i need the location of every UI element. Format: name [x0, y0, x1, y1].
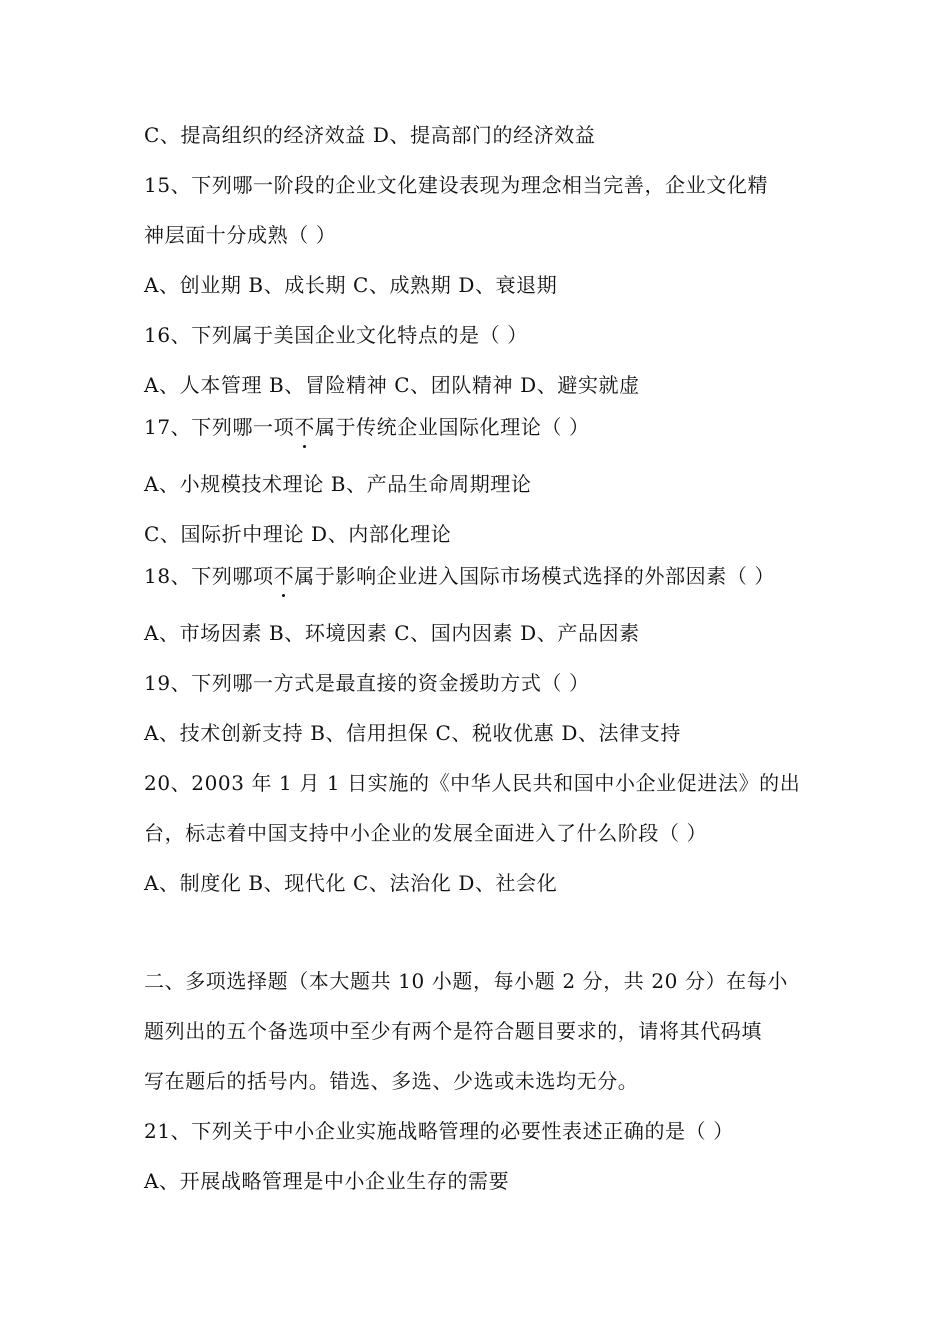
question-17: 17、下列哪一项不属于传统企业国际化理论（ ）	[144, 415, 590, 439]
question-15-line-1: 15、下列哪一阶段的企业文化建设表现为理念相当完善，企业文化精	[144, 173, 769, 197]
options-q18: A、市场因素 B、环境因素 C、国内因素 D、产品因素	[144, 621, 640, 645]
section-heading-line-3: 写在题后的括号内。错选、多选、少选或未选均无分。	[144, 1069, 639, 1093]
options-q17-ab: A、小规模技术理论 B、产品生命周期理论	[144, 472, 532, 496]
section-heading-line-2: 题列出的五个备选项中至少有两个是符合题目要求的，请将其代码填	[144, 1019, 762, 1043]
emphasis-dot-char: 不	[273, 564, 295, 588]
question-16: 16、下列属于美国企业文化特点的是（ ）	[144, 323, 528, 347]
question-15-line-2: 神层面十分成熟（ ）	[144, 223, 337, 247]
question-20-line-1: 20、2003 年 1 月 1 日实施的《中华人民共和国中小企业促进法》的出	[144, 771, 801, 795]
question-21: 21、下列关于中小企业实施战略管理的必要性表述正确的是（ ）	[144, 1119, 734, 1143]
options-q17-cd: C、国际折中理论 D、内部化理论	[144, 522, 452, 546]
options-q19: A、技术创新支持 B、信用担保 C、税收优惠 D、法律支持	[144, 721, 681, 745]
option-q21-a: A、开展战略管理是中小企业生存的需要	[144, 1169, 510, 1193]
section-heading-line-1: 二、多项选择题（本大题共 10 小题，每小题 2 分，共 20 分）在每小	[144, 969, 788, 993]
options-q16: A、人本管理 B、冒险精神 C、团队精神 D、避实就虚	[144, 373, 640, 397]
option-line-q14-cd: C、提高组织的经济效益 D、提高部门的经济效益	[144, 123, 596, 147]
question-19: 19、下列哪一方式是最直接的资金援助方式（ ）	[144, 671, 590, 695]
options-q15: A、创业期 B、成长期 C、成熟期 D、衰退期	[144, 273, 558, 297]
emphasis-dot-char: 不	[294, 415, 315, 439]
question-20-line-2: 台，标志着中国支持中小企业的发展全面进入了什么阶段（ ）	[144, 821, 708, 845]
question-18: 18、下列哪项不属于影响企业进入国际市场模式选择的外部因素（ ）	[144, 564, 776, 588]
options-q20: A、制度化 B、现代化 C、法治化 D、社会化	[144, 871, 558, 895]
